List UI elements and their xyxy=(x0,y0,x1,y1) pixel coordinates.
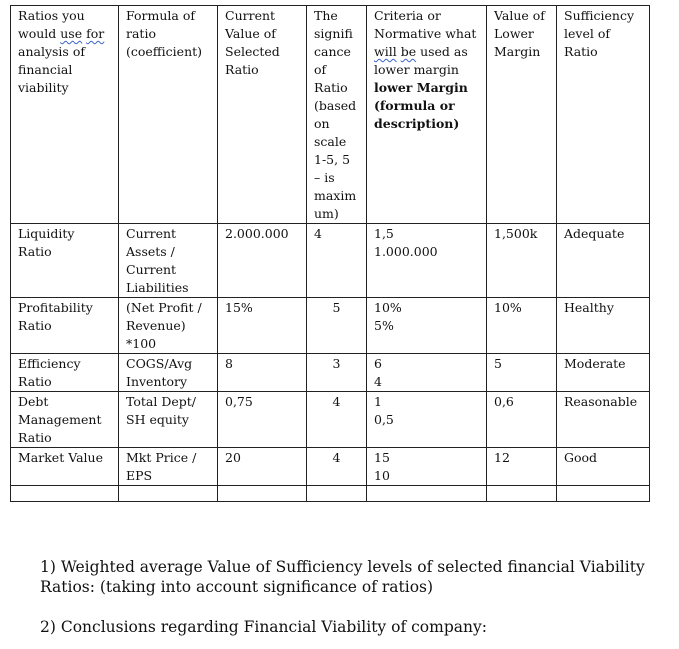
criteria-value: 15 10 xyxy=(367,448,487,486)
lower-margin-value: 12 xyxy=(487,448,557,486)
header-criteria: Criteria or Normative what will be used as lower margin lower Margin (formula or description) xyxy=(367,6,487,224)
ratio-formula: Current Assets / Current Liabilities xyxy=(119,224,218,298)
header-row xyxy=(11,6,650,224)
ratio-formula: Mkt Price / EPS xyxy=(119,448,218,486)
header-formula: Formula of ratio (coefficient) xyxy=(119,6,218,224)
empty-cell xyxy=(557,486,650,502)
significance-value: 5 xyxy=(307,298,367,354)
current-value: 8 xyxy=(218,354,307,392)
sufficiency-value: Healthy xyxy=(557,298,650,354)
ratio-name: Efficiency Ratio xyxy=(11,354,119,392)
header-sufficiency: Sufficiency level of Ratio xyxy=(557,6,650,224)
table-row xyxy=(11,224,650,298)
ratio-name: Profitability Ratio xyxy=(11,298,119,354)
header-ratio: Ratios you would use for analysis of financial viability xyxy=(11,6,119,224)
ratio-formula: Total Dept/ SH equity xyxy=(119,392,218,448)
empty-cell xyxy=(307,486,367,502)
empty-cell xyxy=(119,486,218,502)
ratio-formula: (Net Profit / Revenue) *100 xyxy=(119,298,218,354)
empty-cell xyxy=(11,486,119,502)
significance-value: 3 xyxy=(307,354,367,392)
criteria-value: 1 0,5 xyxy=(367,392,487,448)
current-value: 0,75 xyxy=(218,392,307,448)
table-row xyxy=(11,354,650,392)
criteria-value: 1,5 1.000.000 xyxy=(367,224,487,298)
header-current-value: Current Value of Selected Ratio xyxy=(218,6,307,224)
ratio-formula: COGS/Avg Inventory xyxy=(119,354,218,392)
empty-cell xyxy=(367,486,487,502)
significance-value: 4 xyxy=(307,224,367,298)
header-significance: The significance of Ratio (based on scale 1-5, 5 – is maximum) xyxy=(307,6,367,224)
current-value: 15% xyxy=(218,298,307,354)
lower-margin-value: 5 xyxy=(487,354,557,392)
questions-section xyxy=(40,557,660,637)
significance-value: 4 xyxy=(307,392,367,448)
significance-value: 4 xyxy=(307,448,367,486)
sufficiency-value: Moderate xyxy=(557,354,650,392)
criteria-value: 6 4 xyxy=(367,354,487,392)
lower-margin-value: 1,500k xyxy=(487,224,557,298)
ratio-name: Market Value xyxy=(11,448,119,486)
criteria-value: 10% 5% xyxy=(367,298,487,354)
empty-row xyxy=(11,486,650,502)
question-2: 2) Conclusions regarding Financial Viability of company: xyxy=(40,618,487,636)
sufficiency-value: Adequate xyxy=(557,224,650,298)
question-1: 1) Weighted average Value of Sufficiency levels of selected financial Viability Ratios: (taking into account significance of ratios) xyxy=(40,558,645,596)
current-value: 20 xyxy=(218,448,307,486)
lower-margin-value: 0,6 xyxy=(487,392,557,448)
header-lower-margin: Value of Lower Margin xyxy=(487,6,557,224)
empty-cell xyxy=(218,486,307,502)
sufficiency-value: Good xyxy=(557,448,650,486)
ratio-name: Liquidity Ratio xyxy=(11,224,119,298)
empty-cell xyxy=(487,486,557,502)
table-row xyxy=(11,298,650,354)
lower-margin-value: 10% xyxy=(487,298,557,354)
table-row xyxy=(11,392,650,448)
current-value: 2.000.000 xyxy=(218,224,307,298)
sufficiency-value: Reasonable xyxy=(557,392,650,448)
ratio-table xyxy=(10,5,650,502)
ratio-name: Debt Management Ratio xyxy=(11,392,119,448)
table-row xyxy=(11,448,650,486)
